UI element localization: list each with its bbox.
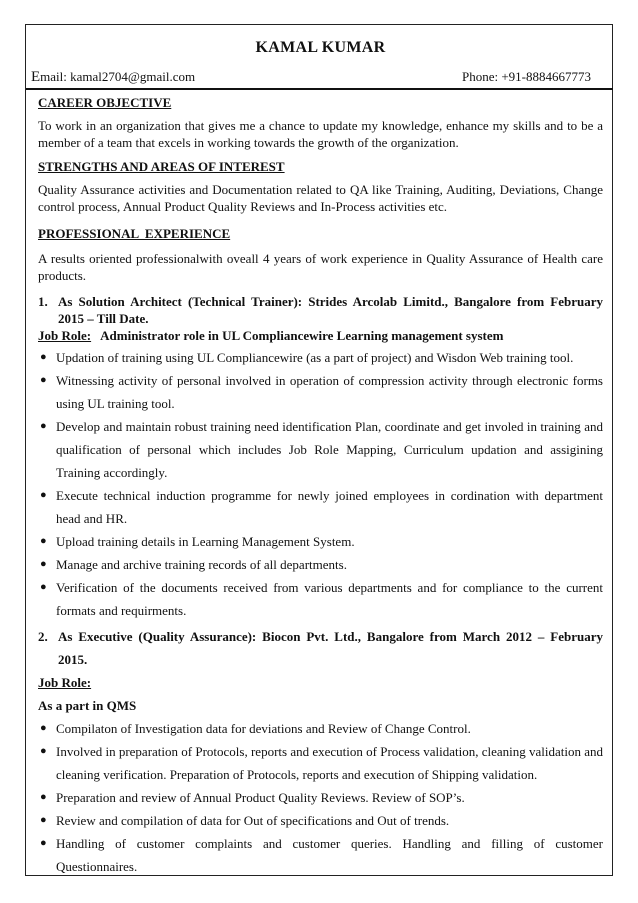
bullet-icon: ● (40, 420, 47, 432)
header-divider (26, 88, 613, 90)
bullet-icon: ● (40, 558, 47, 570)
list-item: ● Develop and maintain robust training need identification Plan, coordinate and get involed in training and qualification of personal which includes Job Role Mapping, Curriculum updation and assigining Training accordingly. (38, 415, 603, 484)
bullet-icon: ● (40, 722, 47, 734)
list-item: ● Execute technical induction programme for newly joined employees in cordination with department head and HR. (38, 484, 603, 530)
job-2-bullets (38, 717, 603, 878)
experience-summary: A results oriented professionalwith oveall 4 years of work experience in Quality Assurance of Health care products. (38, 251, 603, 283)
email-text: mail: kamal2704@gmail.com (40, 69, 196, 84)
candidate-name: KAMAL KUMAR (255, 39, 386, 56)
job-role-label: Job Role: (38, 328, 92, 343)
job-2 (38, 625, 603, 878)
list-item: ● Review and compilation of data for Out of specifications and Out of trends. (38, 809, 603, 832)
job-role-text: Administrator role in UL Compliancewire Learning management system (100, 328, 504, 343)
bullet-icon: ● (40, 791, 47, 803)
list-item: ● Upload training details in Learning Management System. (38, 530, 603, 553)
list-item: ● Handling of customer complaints and customer queries. Handling and filling of customer Questionnaires. (38, 832, 603, 878)
job-number: 1. (38, 294, 48, 309)
job-title-text: As Solution Architect (Technical Trainer): Strides Arcolab Limitd., Bangalore from February 2015 – Till Date. (58, 294, 603, 326)
contact-row (31, 68, 603, 85)
bullet-icon: ● (40, 745, 47, 757)
list-item: ● Verification of the documents received from various departments and for compliance to the current formats and requirments. (38, 576, 603, 622)
career-objective-heading: CAREER OBJECTIVE (38, 95, 172, 110)
job-1 (38, 293, 603, 622)
career-objective-text: To work in an organization that gives me a chance to update my knowledge, enhance my skills and to be a member of a team that excels in working towards the growth of the organization. (38, 118, 603, 150)
list-item: ● Preparation and review of Annual Product Quality Reviews. Review of SOP’s. (38, 786, 603, 809)
job-title (38, 293, 603, 327)
resume-page (31, 38, 603, 878)
strengths-text: Quality Assurance activities and Documentation related to QA like Training, Auditing, Deviations, Change control process, Annual Product Quality Reviews and In-Process activities etc. (38, 182, 603, 214)
list-item: ● Witnessing activity of personal involved in operation of compression activity through electronic forms using UL training tool. (38, 369, 603, 415)
job-title-text: As Executive (Quality Assurance): Biocon Pvt. Ltd., Bangalore from March 2012 – February 2015. (58, 629, 603, 667)
bullet-icon: ● (40, 581, 47, 593)
list-item: ● Compilaton of Investigation data for deviations and Review of Change Control. (38, 717, 603, 740)
experience-heading: PROFESSIONAL EXPERIENCE (38, 226, 231, 241)
bullet-icon: ● (40, 489, 47, 501)
bullet-icon: ● (40, 535, 47, 547)
email (31, 68, 195, 86)
job-role-label: Job Role: (38, 675, 92, 690)
email-initial: E (31, 69, 41, 85)
job-role (38, 327, 603, 344)
job-sub-heading: As a part in QMS (38, 698, 137, 713)
list-item: ● Involved in preparation of Protocols, reports and execution of Process validation, cleaning validation and cleaning verification. Preparation of Protocols, reports and execution of Shipping validation. (38, 740, 603, 786)
strengths-heading: STRENGTHS AND AREAS OF INTEREST (38, 159, 285, 174)
list-item: ● Updation of training using UL Compliancewire (as a part of project) and Wisdon Web training tool. (38, 346, 603, 369)
phone: Phone: +91-8884667773 (461, 69, 591, 84)
bullet-icon: ● (40, 374, 47, 386)
job-number: 2. (38, 629, 48, 644)
job-1-bullets (38, 346, 603, 622)
bullet-icon: ● (40, 351, 47, 363)
bullet-icon: ● (40, 814, 47, 826)
list-item: ● Manage and archive training records of all departments. (38, 553, 603, 576)
job-title (38, 625, 603, 671)
bullet-icon: ● (40, 837, 47, 849)
